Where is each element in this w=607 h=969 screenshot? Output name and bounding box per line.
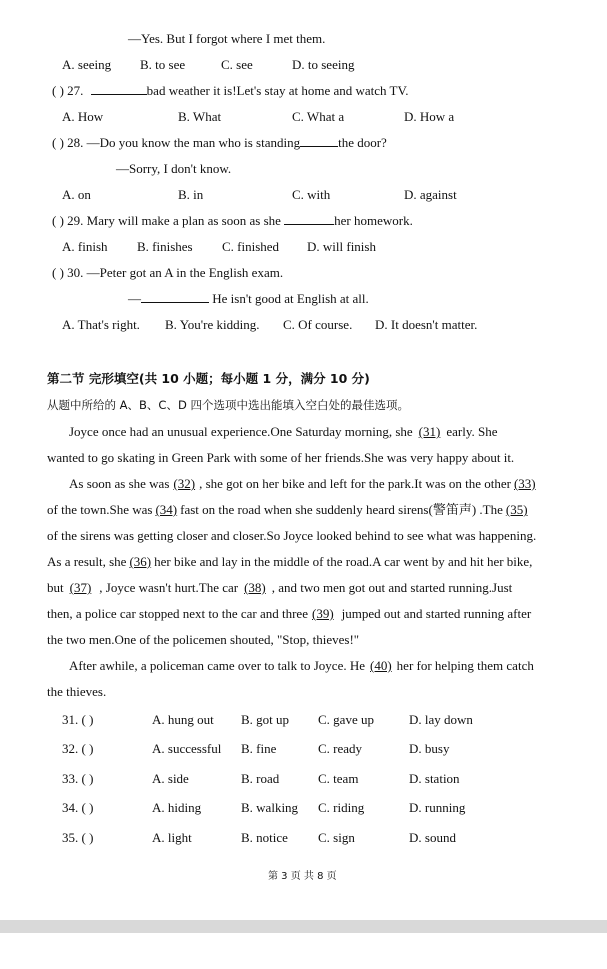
choice-option-c: C. ready xyxy=(318,741,363,756)
q30-option-d: D. It doesn't matter. xyxy=(375,317,478,332)
q26-option-a: A. seeing xyxy=(62,57,112,72)
q30-reply xyxy=(128,291,369,307)
q27-blank[interactable] xyxy=(91,83,147,95)
q26-option-c: C. see xyxy=(221,57,253,72)
q30-option-b: B. You're kidding. xyxy=(165,317,260,332)
passage-text: her bike and lay in the middle of the road.A car went by and hit her bike, xyxy=(154,554,533,569)
choice-option-d: D. station xyxy=(409,771,460,786)
passage-text: , she got on her bike and left for the park.It was on the other xyxy=(199,476,511,491)
choice-option-d: D. sound xyxy=(409,830,456,845)
blank-31[interactable]: (31) xyxy=(418,424,441,439)
passage-line-2: wanted to go skating in Green Park with some of her friends.She was very happy about it. xyxy=(47,450,515,465)
passage-line-3 xyxy=(69,476,539,492)
passage-text: early. She xyxy=(446,424,498,439)
q28-text-after: the door? xyxy=(338,135,387,150)
q30-option-a: A. That's right. xyxy=(62,317,140,332)
choice-option-a: A. successful xyxy=(152,741,222,756)
section-instruction: 从题中所给的 A、B、C、D 四个选项中选出能填入空白处的最佳选项。 xyxy=(47,398,409,412)
q30-dash: — xyxy=(128,291,141,306)
choice-option-b: B. walking xyxy=(241,800,299,815)
passage-text: fast on the road when she suddenly heard sirens(警笛声) .The xyxy=(180,502,503,517)
q27-option-c: C. What a xyxy=(292,109,345,124)
q28-option-d: D. against xyxy=(404,187,457,202)
blank-33[interactable]: (33) xyxy=(513,476,536,491)
choice-option-d: D. running xyxy=(409,800,466,815)
choice-option-a: A. light xyxy=(152,830,192,845)
q30-paren: ( ) 30. xyxy=(52,265,84,280)
passage-line-4 xyxy=(47,502,531,518)
q27-option-d: D. How a xyxy=(404,109,455,124)
passage-line-10 xyxy=(69,658,534,674)
q29-text-after: her homework. xyxy=(334,213,413,228)
passage-line-11: the thieves. xyxy=(47,684,107,699)
bottom-band xyxy=(0,920,607,933)
choice-option-a: A. hung out xyxy=(152,712,214,727)
q27-option-a: A. How xyxy=(62,109,104,124)
choice-option-c: C. gave up xyxy=(318,712,374,727)
q28-blank[interactable] xyxy=(300,135,338,147)
passage-line-6 xyxy=(47,554,532,570)
q29-text-before: Mary will make a plan as soon as she xyxy=(86,213,281,228)
q26-option-d: D. to seeing xyxy=(292,57,355,72)
q28-option-c: C. with xyxy=(292,187,331,202)
q30-blank[interactable] xyxy=(141,291,209,303)
q27-text: bad weather it is!Let's stay at home and watch TV. xyxy=(146,83,409,98)
passage-line-7 xyxy=(47,580,512,596)
choice-option-a: A. hiding xyxy=(152,800,202,815)
choice-option-c: C. sign xyxy=(318,830,355,845)
choice-number[interactable]: 34. ( ) xyxy=(62,800,94,815)
choice-option-c: C. team xyxy=(318,771,359,786)
passage-text: then, a police car stopped next to the car and three xyxy=(47,606,308,621)
passage-text: As soon as she was xyxy=(69,476,170,491)
blank-40[interactable]: (40) xyxy=(370,658,392,673)
q28-text-before: —Do you know the man who is standing xyxy=(86,135,301,150)
q27-stem xyxy=(52,83,408,99)
passage-text: but xyxy=(47,580,64,595)
q28-reply: —Sorry, I don't know. xyxy=(116,161,232,176)
q28-option-a: A. on xyxy=(62,187,91,202)
blank-37[interactable]: (37) xyxy=(69,580,92,595)
choice-option-b: B. fine xyxy=(241,741,277,756)
passage-line-5: of the sirens was getting closer and closer.So Joyce looked behind to see what was happening. xyxy=(47,528,537,543)
q28-paren: ( ) 28. xyxy=(52,135,84,150)
blank-38[interactable]: (38) xyxy=(244,580,266,595)
passage-text: , and two men got out and started running.Just xyxy=(271,580,513,595)
page-footer: 第 3 页 共 8 页 xyxy=(268,871,337,882)
q29-blank[interactable] xyxy=(284,213,334,225)
choice-option-d: D. lay down xyxy=(409,712,473,727)
q30-reply-text: He isn't good at English at all. xyxy=(212,291,369,306)
choice-option-b: B. road xyxy=(241,771,280,786)
q27-paren: ( ) 27. xyxy=(52,83,84,98)
q28-option-b: B. in xyxy=(178,187,204,202)
choice-option-b: B. notice xyxy=(241,830,288,845)
blank-34[interactable]: (34) xyxy=(155,502,178,517)
passage-line-8 xyxy=(47,606,531,622)
blank-36[interactable]: (36) xyxy=(129,554,152,569)
choice-number[interactable]: 32. ( ) xyxy=(62,741,94,756)
passage-text: , Joyce wasn't hurt.The car xyxy=(99,580,239,595)
blank-39[interactable]: (39) xyxy=(311,606,334,621)
q28-stem xyxy=(52,135,387,151)
passage-text: As a result, she xyxy=(47,554,127,569)
q26-option-b: B. to see xyxy=(140,57,186,72)
passage-line-1 xyxy=(69,424,497,440)
q29-option-b: B. finishes xyxy=(137,239,193,254)
choice-option-a: A. side xyxy=(152,771,189,786)
blank-35[interactable]: (35) xyxy=(505,502,528,517)
passage-line-9: the two men.One of the policemen shouted, "Stop, thieves!" xyxy=(47,632,360,647)
passage-text: her for helping them catch xyxy=(396,658,534,673)
q29-stem xyxy=(52,213,413,229)
choice-number[interactable]: 33. ( ) xyxy=(62,771,94,786)
choice-option-d: D. busy xyxy=(409,741,450,756)
q26-dialog: —Yes. But I forgot where I met them. xyxy=(128,31,326,46)
section-title: 第二节 完形填空(共 10 小题；每小题 1 分，满分 10 分) xyxy=(47,371,370,386)
passage-text: Joyce once had an unusual experience.One Saturday morning, she xyxy=(69,424,413,439)
choice-option-c: C. riding xyxy=(318,800,365,815)
q29-option-d: D. will finish xyxy=(307,239,376,254)
choice-number[interactable]: 31. ( ) xyxy=(62,712,94,727)
q29-option-a: A. finish xyxy=(62,239,108,254)
q29-paren: ( ) 29. xyxy=(52,213,84,228)
passage-text: of the town.She was xyxy=(47,502,153,517)
passage-text: jumped out and started running after xyxy=(341,606,532,621)
choice-number[interactable]: 35. ( ) xyxy=(62,830,94,845)
blank-32[interactable]: (32) xyxy=(173,476,196,491)
passage-text: After awhile, a policeman came over to talk to Joyce. He xyxy=(69,658,365,673)
q30-text: —Peter got an A in the English exam. xyxy=(86,265,284,280)
q30-option-c: C. Of course. xyxy=(283,317,353,332)
q27-option-b: B. What xyxy=(178,109,222,124)
q29-option-c: C. finished xyxy=(222,239,280,254)
choice-option-b: B. got up xyxy=(241,712,290,727)
q30-stem xyxy=(52,265,283,281)
